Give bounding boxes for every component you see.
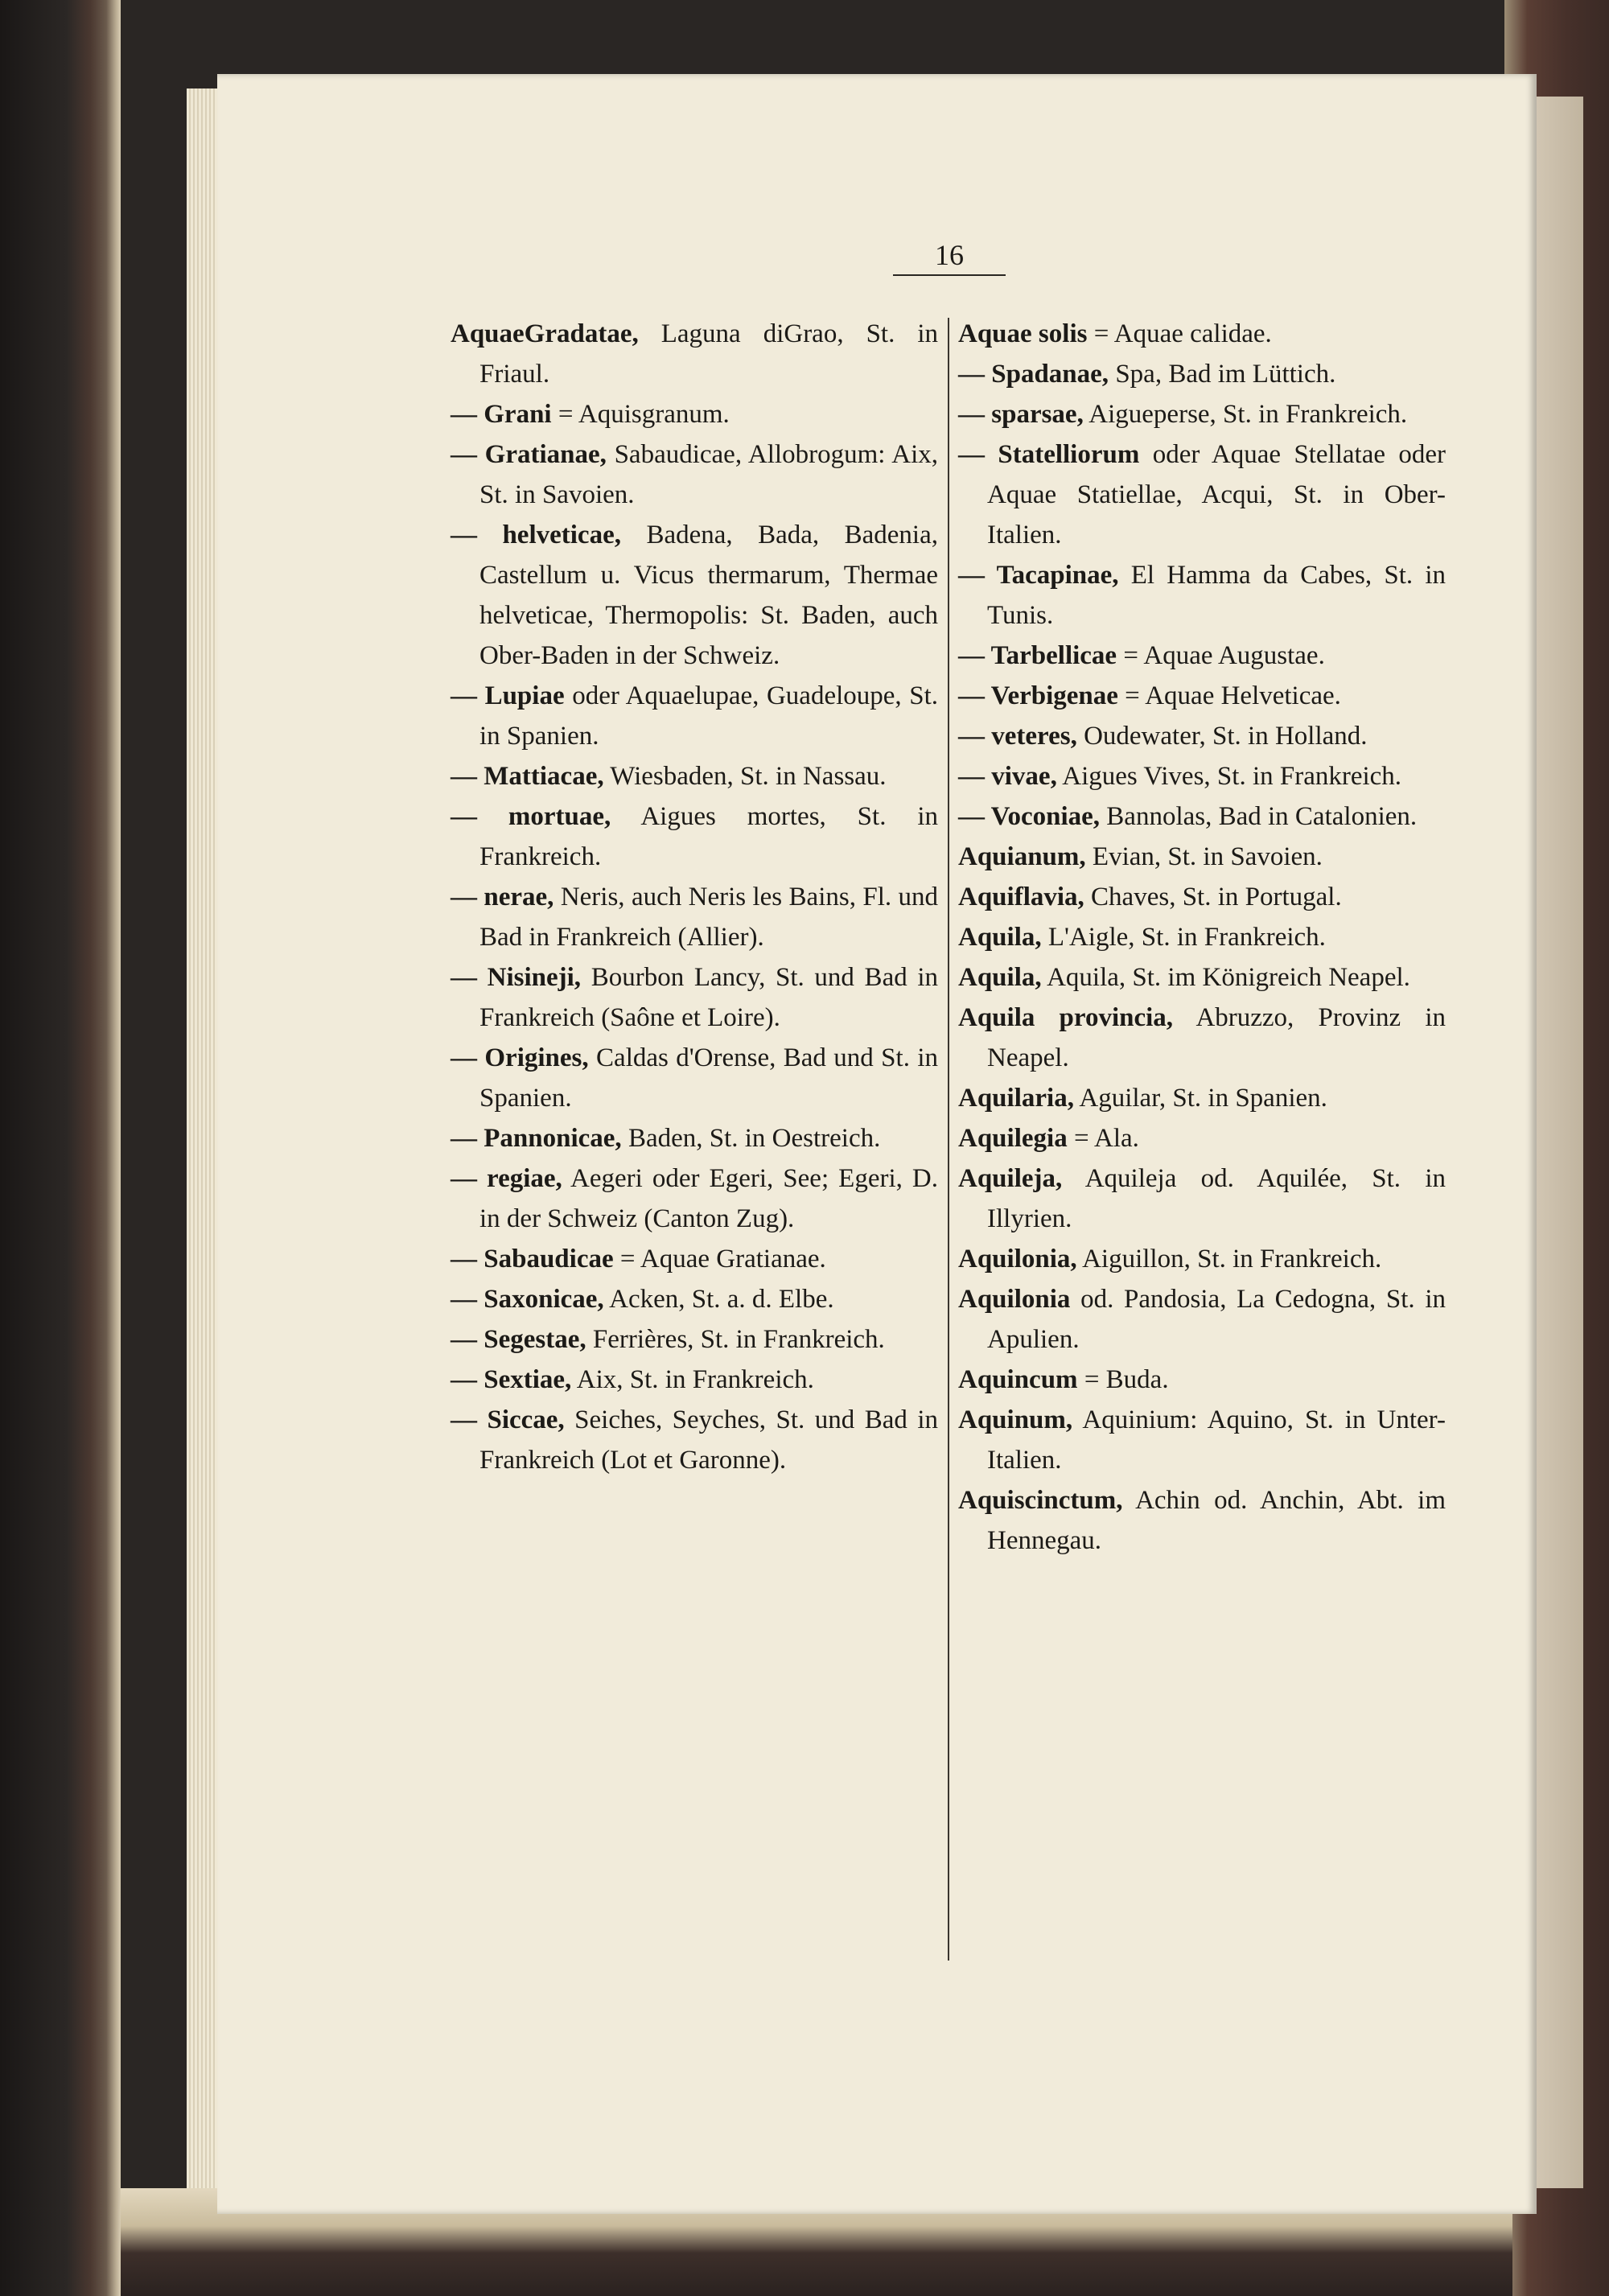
dictionary-entry — [451, 676, 938, 756]
dictionary-entry — [958, 1279, 1446, 1360]
entry-definition: Aigueperse, St. in Frankreich. — [1088, 400, 1408, 429]
dictionary-entry — [958, 314, 1446, 354]
entry-headword: — sparsae, — [958, 400, 1084, 429]
entry-headword: Aquinum, — [958, 1405, 1073, 1434]
dictionary-entry — [958, 1078, 1446, 1118]
entry-headword: — Spadanae, — [958, 360, 1109, 389]
entry-definition: od. Pandosia, La Cedogna, St. in Apulien. — [987, 1285, 1446, 1354]
dictionary-entry — [451, 1118, 938, 1158]
entry-definition: = Buda. — [1084, 1365, 1169, 1394]
entry-definition: Bourbon Lancy, St. und Bad in Frankreich (Saône et Loire). — [479, 963, 939, 1032]
dictionary-entry — [958, 1400, 1446, 1480]
dictionary-entry — [958, 434, 1446, 555]
dictionary-entry — [958, 1239, 1446, 1279]
entry-definition: El Hamma da Cabes, St. in Tunis. — [987, 561, 1446, 630]
entry-definition: Baden, St. in Oestreich. — [628, 1124, 881, 1153]
entry-definition: Bannolas, Bad in Catalonien. — [1106, 802, 1418, 831]
dictionary-entry — [958, 837, 1446, 877]
entry-definition: Aiguillon, St. in Frankreich. — [1082, 1245, 1382, 1273]
entry-definition: Laguna diGrao, St. in Friaul. — [479, 319, 939, 389]
entry-headword: Aquilegia — [958, 1124, 1068, 1153]
dictionary-entry — [958, 917, 1446, 957]
dictionary-entry — [958, 957, 1446, 998]
dictionary-entry — [451, 1319, 938, 1360]
entry-headword: — Lupiae — [451, 681, 565, 710]
entry-headword: — Voconiae, — [958, 802, 1101, 831]
entry-headword: Aquilonia — [958, 1285, 1071, 1314]
entry-headword: — vivae, — [958, 762, 1057, 791]
entry-headword: — veteres, — [958, 722, 1077, 751]
entry-definition: = Aquae Helveticae. — [1125, 681, 1341, 710]
dictionary-entry — [451, 796, 938, 877]
entry-definition: Ferrières, St. in Frankreich. — [592, 1325, 885, 1354]
entry-definition: L'Aigle, St. in Frankreich. — [1047, 923, 1326, 952]
entry-headword: Aquilaria, — [958, 1084, 1074, 1113]
dictionary-entry — [958, 636, 1446, 676]
entry-headword: — Grani — [451, 400, 552, 429]
entry-definition: = Aquae Augustae. — [1123, 641, 1325, 670]
entry-headword: Aquiscinctum, — [958, 1486, 1123, 1515]
entry-definition: Spa, Bad im Lüttich. — [1115, 360, 1336, 389]
entry-definition: Neris, auch Neris les Bains, Fl. und Bad in Frankreich (Allier). — [479, 883, 938, 952]
dictionary-entry — [958, 354, 1446, 394]
entry-headword: — Statelliorum — [958, 440, 1140, 469]
dictionary-entry — [958, 998, 1446, 1078]
dictionary-entry — [958, 756, 1446, 796]
dictionary-entry — [451, 957, 938, 1038]
entry-definition: Achin od. Anchin, Abt. im Hennegau. — [987, 1486, 1446, 1555]
dictionary-entry — [958, 676, 1446, 716]
dictionary-entry — [451, 877, 938, 957]
entry-definition: Aigues Vives, St. in Frankreich. — [1062, 762, 1402, 791]
right-column — [958, 314, 1446, 1561]
dictionary-entry — [958, 394, 1446, 434]
entry-headword: — Tarbellicae — [958, 641, 1117, 670]
entry-headword: Aquilonia, — [958, 1245, 1077, 1273]
entry-headword: AquaeGradatae, — [451, 319, 639, 348]
entry-headword: — Origines, — [451, 1043, 589, 1072]
entry-definition: Chaves, St. in Portugal. — [1091, 883, 1342, 911]
page-number-rule — [893, 274, 1006, 276]
entry-headword: Aquila provincia, — [958, 1003, 1174, 1032]
entry-definition: Evian, St. in Savoien. — [1092, 842, 1323, 871]
entry-definition: = Ala. — [1073, 1124, 1139, 1153]
dictionary-entry — [451, 756, 938, 796]
entry-headword: — Sabaudicae — [451, 1245, 614, 1273]
entry-definition: Aquila, St. im Königreich Neapel. — [1047, 963, 1410, 992]
left-column — [451, 314, 938, 1480]
dictionary-entry — [958, 1480, 1446, 1561]
entry-headword: Aquila, — [958, 923, 1042, 952]
column-divider — [948, 318, 949, 1961]
entry-headword: — Siccae, — [451, 1405, 565, 1434]
entry-headword: — helveticae, — [451, 521, 621, 549]
entry-definition: Oudewater, St. in Holland. — [1084, 722, 1368, 751]
entry-headword: — nerae, — [451, 883, 554, 911]
dictionary-entry — [451, 1158, 938, 1239]
dictionary-entry — [958, 1158, 1446, 1239]
entry-definition: Aguilar, St. in Spanien. — [1079, 1084, 1327, 1113]
entry-definition: = Aquae calidae. — [1093, 319, 1272, 348]
entry-definition: Aquileja od. Aquilée, St. in Illyrien. — [987, 1164, 1446, 1233]
dictionary-entry — [451, 1279, 938, 1319]
entry-headword: — Sextiae, — [451, 1365, 572, 1394]
entry-headword: Aquila, — [958, 963, 1042, 992]
entry-definition: Seiches, Seyches, St. und Bad in Frankreich (Lot et Garonne). — [479, 1405, 939, 1475]
entry-definition: Badena, Bada, Badenia, Castellum u. Vicus thermarum, Thermae helveticae, Thermopolis: St. Baden, auch Ober-Baden in der Schweiz. — [479, 521, 938, 670]
entry-definition: Aegeri oder Egeri, See; Egeri, D. in der Schweiz (Canton Zug). — [479, 1164, 939, 1233]
dictionary-entry — [451, 1038, 938, 1118]
dictionary-entry — [958, 716, 1446, 756]
entry-definition: Acken, St. a. d. Elbe. — [609, 1285, 834, 1314]
entry-headword: — regiae, — [451, 1164, 562, 1193]
entry-headword: Aquiflavia, — [958, 883, 1084, 911]
dictionary-entry — [451, 1400, 938, 1480]
entry-definition: Aix, St. in Frankreich. — [576, 1365, 814, 1394]
dictionary-entry — [451, 434, 938, 515]
entry-headword: — Segestae, — [451, 1325, 586, 1354]
entry-headword: — Mattiacae, — [451, 762, 604, 791]
entry-definition: Aquinium: Aquino, St. in Unter-Italien. — [987, 1405, 1446, 1475]
entry-headword: Aquianum, — [958, 842, 1086, 871]
dictionary-entry — [958, 796, 1446, 837]
entry-definition: Abruzzo, Provinz in Neapel. — [987, 1003, 1446, 1072]
dictionary-entry — [451, 1360, 938, 1400]
entry-headword: — mortuae, — [451, 802, 611, 831]
dictionary-entry — [451, 394, 938, 434]
entry-definition: = Aquae Gratianae. — [619, 1245, 826, 1273]
entry-definition: Caldas d'Orense, Bad und St. in Spanien. — [479, 1043, 939, 1113]
dictionary-entry — [451, 1239, 938, 1279]
entry-headword: — Gratianae, — [451, 440, 607, 469]
entry-definition: = Aquisgranum. — [558, 400, 730, 429]
dictionary-entry — [958, 1118, 1446, 1158]
entry-headword: — Tacapinae, — [958, 561, 1119, 590]
entry-headword: Aquincum — [958, 1365, 1078, 1394]
entry-definition: oder Aquaelupae, Guadeloupe, St. in Spanien. — [479, 681, 939, 751]
entry-headword: — Nisineji, — [451, 963, 582, 992]
entry-headword: — Pannonicae, — [451, 1124, 622, 1153]
dictionary-entry — [451, 515, 938, 676]
entry-headword: Aquae solis — [958, 319, 1088, 348]
entry-definition: oder Aquae Stellatae oder Aquae Statiellae, Acqui, St. in Ober-Italien. — [987, 440, 1446, 549]
dictionary-entry — [451, 314, 938, 394]
dictionary-entry — [958, 1360, 1446, 1400]
entry-headword: Aquileja, — [958, 1164, 1063, 1193]
dictionary-entry — [958, 555, 1446, 636]
entry-definition: Aigues mortes, St. in Frankreich. — [479, 802, 938, 871]
entry-definition: Sabaudicae, Allobrogum: Aix, St. in Savoien. — [479, 440, 938, 509]
dictionary-entry — [958, 877, 1446, 917]
book-spine — [0, 0, 121, 2296]
entry-headword: — Saxonicae, — [451, 1285, 604, 1314]
entry-definition: Wiesbaden, St. in Nassau. — [610, 762, 887, 791]
page-number: 16 — [935, 239, 964, 271]
entry-headword: — Verbigenae — [958, 681, 1118, 710]
